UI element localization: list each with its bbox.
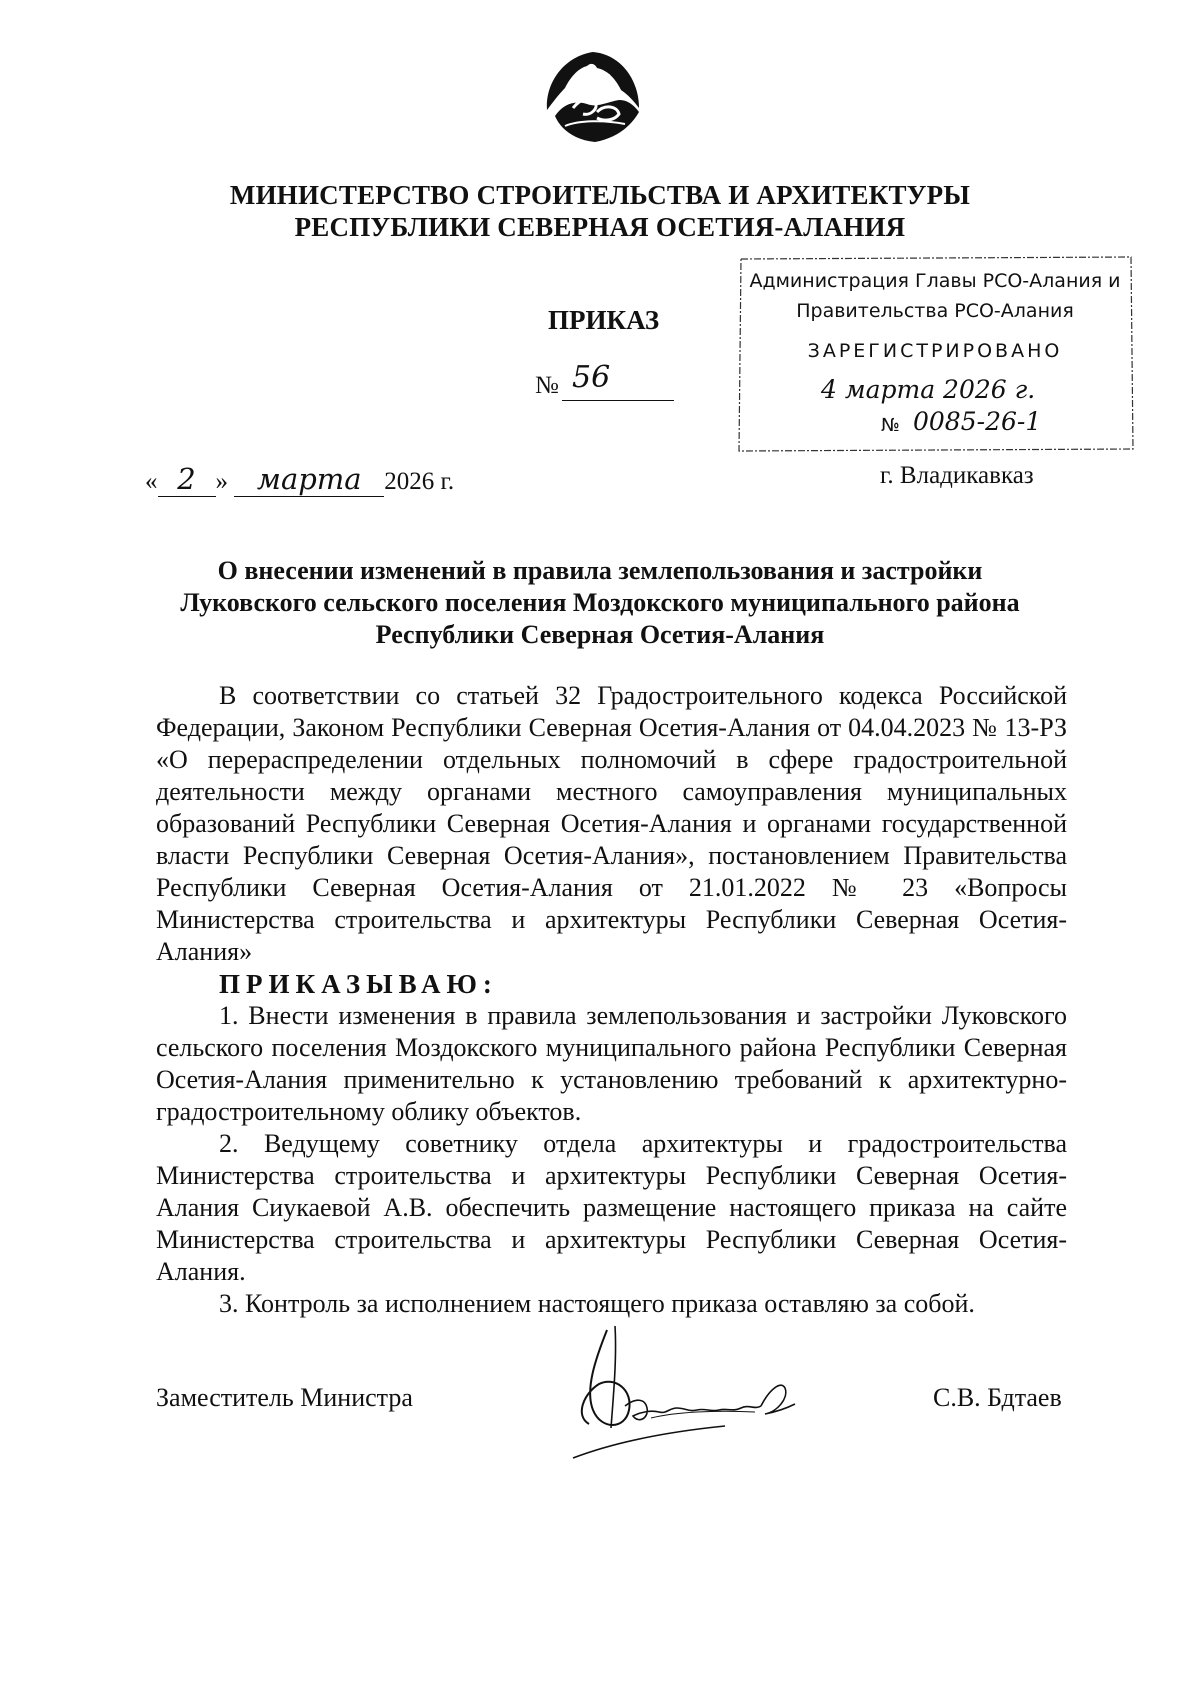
ministry-name-line1: МИНИСТЕРСТВО СТРОИТЕЛЬСТВА И АРХИТЕКТУРЫ <box>229 180 971 210</box>
order-title-line3: Республики Северная Осетия-Алания <box>375 620 825 649</box>
order-item-1: 1. Внести изменения в правила землепользования и застройки Луковского сельского поселения Моздокского муниципального района Республики Северная Осетия-Алания применительно к установлению требований к архитектурно-градостроительному облику объектов. <box>156 1001 1067 1126</box>
coat-of-arms-emblem <box>535 42 651 154</box>
date-quote-close: » <box>215 468 228 495</box>
date-quote-open: « <box>145 468 158 495</box>
date-year: 2026 г. <box>384 468 455 495</box>
order-body <box>156 680 1067 1320</box>
order-title-line1: О внесении изменений в правила землепользования и застройки <box>217 556 983 585</box>
stamp-number-sign: № <box>881 415 900 436</box>
date-day: 2 <box>158 462 216 497</box>
stamp-org-line1: Администрация Главы РСО-Алания и <box>749 270 1121 292</box>
order-title-line2: Луковского сельского поселения Моздокского муниципального района <box>180 588 1020 617</box>
stamp-registration-number: 0085-26-1 <box>913 407 1042 436</box>
order-item-2: 2. Ведущему советнику отдела архитектуры и градостроительства Министерства строительства и архитектуры Республики Северная Осетия-Алания Сиукаевой А.В. обеспечить размещение настоящего приказа на сайте Министерства строительства и архитектуры Республики Северная Осетия-Алания. <box>156 1129 1067 1286</box>
registration-stamp <box>733 253 1137 453</box>
order-number-underline <box>562 400 674 401</box>
document-type: ПРИКАЗ <box>548 305 660 335</box>
stamp-registered-label: ЗАРЕГИСТРИРОВАНО <box>807 340 1063 362</box>
stamp-registration-date: 4 марта 2026 г. <box>821 375 1036 404</box>
preamble-paragraph: В соответствии со статьей 32 Градостроительного кодекса Российской Федерации, Законом Республики Северная Осетия-Алания от 04.04.2023 № 13-РЗ «О перераспределении отдельных полномочий в сфере градостроительной деятельности между органами местного самоуправления муниципальных образований Республики Северная Осетия-Алания и органами государственной власти Республики Северная Осетия-Алания», постановлением Правительства Республики Северная Осетия-Алания от 21.01.2022 № 23 «Вопросы Министерства строительства и архитектуры Республики Северная Осетия-Алания» <box>156 681 1067 966</box>
signer-name: С.В. Бдтаев <box>933 1383 1062 1412</box>
order-keyword: ПРИКАЗЫВАЮ: <box>219 969 498 999</box>
stamp-org-line2: Правительства РСО-Алания <box>796 300 1074 322</box>
order-date <box>145 462 454 497</box>
signer-position: Заместитель Министра <box>156 1383 413 1412</box>
date-month: марта <box>234 462 384 497</box>
handwritten-signature <box>555 1320 815 1470</box>
ministry-name-line2: РЕСПУБЛИКИ СЕВЕРНАЯ ОСЕТИЯ-АЛАНИЯ <box>294 212 906 242</box>
order-number-sign: № <box>535 372 559 399</box>
order-item-3: 3. Контроль за исполнением настоящего приказа оставляю за собой. <box>219 1289 975 1318</box>
order-number: 56 <box>572 360 611 395</box>
city: г. Владикавказ <box>880 462 1034 489</box>
